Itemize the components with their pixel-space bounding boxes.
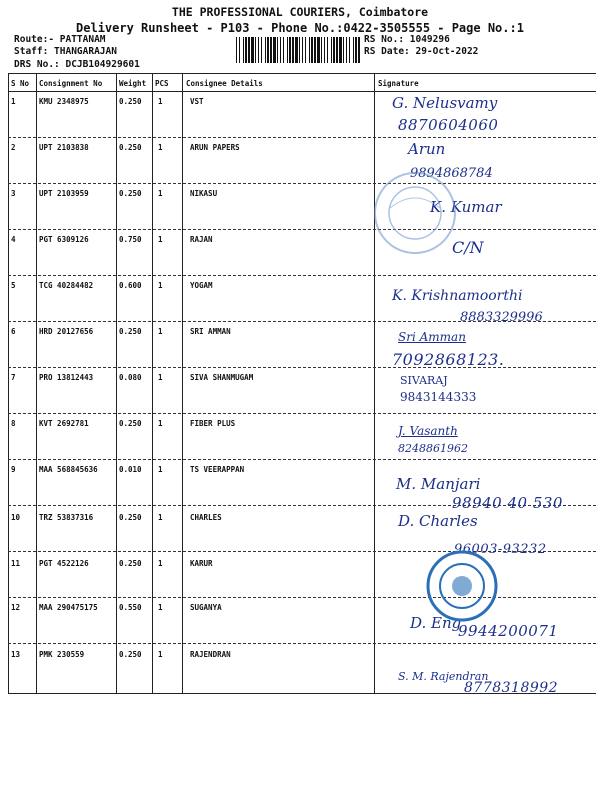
- row-sno: 9: [11, 465, 16, 474]
- barcode-bar: [299, 37, 300, 63]
- signature-text: SIVARAJ: [400, 374, 448, 387]
- barcode-bar: [277, 37, 278, 63]
- signature-text: J. Vasanth: [398, 424, 458, 438]
- row-pcs: 1: [158, 189, 163, 198]
- signature-text: Arun: [408, 140, 446, 158]
- signature-text: S. M. Rajendran: [398, 670, 489, 683]
- barcode-bar: [270, 37, 272, 63]
- barcode-bar: [311, 37, 313, 63]
- barcode-bar: [349, 37, 350, 63]
- row-sno: 1: [11, 97, 16, 106]
- row-weight: 0.600: [119, 281, 142, 290]
- row-weight: 0.250: [119, 419, 142, 428]
- barcode-bar: [255, 37, 256, 63]
- row-consignee: CHARLES: [190, 513, 222, 522]
- row-sno: 6: [11, 327, 16, 336]
- route-label: Route:- PATTANAM: [14, 34, 106, 45]
- row-weight: 0.250: [119, 650, 142, 659]
- row-consignment: HRD 20127656: [39, 327, 94, 336]
- row-consignment: PGT 6309126: [39, 235, 89, 244]
- barcode-bar: [305, 37, 306, 63]
- barcode-bar: [317, 37, 320, 63]
- barcode-bar: [314, 37, 316, 63]
- barcode-bar: [239, 37, 240, 63]
- signature-text: Sri Amman: [398, 330, 466, 344]
- barcode-bar: [309, 37, 310, 63]
- barcode-bar: [248, 37, 250, 63]
- barcode-bar: [258, 37, 259, 63]
- row-consignee: RAJENDRAN: [190, 650, 231, 659]
- barcode-image: [236, 37, 360, 63]
- row-divider: [8, 367, 596, 368]
- row-divider: [8, 459, 596, 460]
- table-left-border: [8, 73, 9, 693]
- row-consignment: MAA 568845636: [39, 465, 98, 474]
- barcode-bar: [283, 37, 284, 63]
- signature-phone: 8778318992: [464, 680, 559, 696]
- row-consignment: TCG 40284482: [39, 281, 94, 290]
- row-sno: 5: [11, 281, 16, 290]
- barcode-bar: [353, 37, 354, 63]
- row-sno: 11: [11, 559, 21, 568]
- rs-number: RS No.: 1049296: [364, 34, 450, 45]
- row-consignment: UPT 2103959: [39, 189, 89, 198]
- row-divider: [8, 229, 596, 230]
- signature-text: K. Krishnamoorthi: [392, 288, 523, 304]
- row-weight: 0.010: [119, 465, 142, 474]
- row-consignment: KVT 2692781: [39, 419, 89, 428]
- col-header-weight: Weight: [119, 79, 147, 88]
- row-consignment: UPT 2103838: [39, 143, 89, 152]
- signature-phone: 98940 40 530: [452, 494, 563, 512]
- row-pcs: 1: [158, 559, 163, 568]
- signature-phone: 7092868123.: [392, 350, 505, 369]
- signature-phone: 9894868784: [410, 166, 493, 181]
- row-consignee: FIBER PLUS: [190, 419, 236, 428]
- barcode-bar: [324, 37, 325, 63]
- signature-phone: 8248861962: [398, 442, 468, 455]
- row-pcs: 1: [158, 373, 163, 382]
- signature-text: K. Kumar: [430, 198, 502, 216]
- row-weight: 0.550: [119, 603, 142, 612]
- barcode-bar: [336, 37, 338, 63]
- row-divider: [8, 413, 596, 414]
- barcode-bar: [343, 37, 344, 63]
- barcode-bar: [251, 37, 254, 63]
- runsheet-subtitle: Delivery Runsheet - P103 - Phone No.:0422-3505555 - Page No.:1: [76, 21, 524, 35]
- row-weight: 0.080: [119, 373, 142, 382]
- col-divider: [116, 73, 117, 693]
- barcode-bar: [358, 37, 360, 63]
- row-weight: 0.250: [119, 97, 142, 106]
- barcode-bar: [327, 37, 328, 63]
- col-header-consignee: Consignee Details: [186, 79, 263, 88]
- barcode-bar: [355, 37, 357, 63]
- row-consignee: SRI AMMAN: [190, 327, 231, 336]
- barcode-bar: [267, 37, 269, 63]
- barcode-bar: [236, 37, 237, 63]
- barcode-bar: [346, 37, 347, 63]
- signature-text: G. Nelusvamy: [392, 94, 498, 112]
- row-consignment: PGT 4522126: [39, 559, 89, 568]
- row-consignee: RAJAN: [190, 235, 213, 244]
- barcode-bar: [243, 37, 244, 63]
- row-consignee: NIKASU: [190, 189, 218, 198]
- drs-number: DRS No.: DCJB104929601: [14, 59, 140, 70]
- barcode-bar: [280, 37, 281, 63]
- barcode-bar: [265, 37, 266, 63]
- row-divider: [8, 597, 596, 598]
- table-top-rule: [8, 73, 596, 74]
- row-consignee: YOGAM: [190, 281, 213, 290]
- row-consignment: TRZ 53837316: [39, 513, 94, 522]
- company-title: THE PROFESSIONAL COURIERS, Coimbatore: [171, 5, 429, 19]
- col-header-consignment: Consignment No: [39, 79, 103, 88]
- row-sno: 13: [11, 650, 21, 659]
- row-sno: 7: [11, 373, 16, 382]
- company-stamp-image: [424, 548, 500, 624]
- row-sno: 3: [11, 189, 16, 198]
- row-sno: 12: [11, 603, 21, 612]
- row-consignee: ARUN PAPERS: [190, 143, 240, 152]
- row-consignee: SUGANYA: [190, 603, 222, 612]
- row-weight: 0.250: [119, 327, 142, 336]
- row-divider: [8, 275, 596, 276]
- row-consignment: PRO 13812443: [39, 373, 94, 382]
- row-sno: 10: [11, 513, 21, 522]
- col-divider: [182, 73, 183, 693]
- row-consignee: TS VEERAPPAN: [190, 465, 245, 474]
- col-header-signature: Signature: [378, 79, 419, 88]
- col-divider: [374, 73, 375, 693]
- barcode-bar: [333, 37, 335, 63]
- col-divider: [36, 73, 37, 693]
- row-consignment: MAA 290475175: [39, 603, 98, 612]
- signature-phone: 9944200071: [458, 622, 559, 640]
- row-consignee: KARUR: [190, 559, 213, 568]
- row-pcs: 1: [158, 465, 163, 474]
- signature-phone: 96003-93232: [454, 542, 547, 557]
- rs-date: RS Date: 29-Oct-2022: [364, 46, 479, 57]
- row-sno: 4: [11, 235, 16, 244]
- row-divider: [8, 643, 596, 644]
- row-pcs: 1: [158, 419, 163, 428]
- barcode-bar: [287, 37, 288, 63]
- barcode-bar: [292, 37, 294, 63]
- row-weight: 0.250: [119, 143, 142, 152]
- row-pcs: 1: [158, 281, 163, 290]
- signature-phone: 9843144333: [400, 390, 477, 404]
- barcode-bar: [245, 37, 247, 63]
- row-pcs: 1: [158, 603, 163, 612]
- barcode-bar: [295, 37, 298, 63]
- signature-phone: 8870604060: [398, 116, 499, 134]
- row-pcs: 1: [158, 513, 163, 522]
- row-consignment: KMU 2348975: [39, 97, 89, 106]
- col-header-pcs: PCS: [155, 79, 169, 88]
- row-divider: [8, 183, 596, 184]
- barcode-bar: [331, 37, 332, 63]
- row-weight: 0.250: [119, 189, 142, 198]
- barcode-bar: [289, 37, 291, 63]
- barcode-bar: [273, 37, 276, 63]
- row-pcs: 1: [158, 327, 163, 336]
- signature-text: D. Charles: [398, 512, 478, 530]
- signature-text: M. Manjari: [396, 475, 481, 493]
- row-sno: 8: [11, 419, 16, 428]
- row-divider: [8, 137, 596, 138]
- signature-text: D. Eng: [410, 614, 462, 632]
- row-weight: 0.750: [119, 235, 142, 244]
- signature-text: C/N: [452, 238, 484, 257]
- col-header-sno: S No: [11, 79, 30, 88]
- row-pcs: 1: [158, 235, 163, 244]
- barcode-bar: [321, 37, 322, 63]
- signature-phone: 8883329996: [460, 310, 543, 325]
- row-consignment: PMK 230559: [39, 650, 85, 659]
- row-weight: 0.250: [119, 559, 142, 568]
- row-pcs: 1: [158, 650, 163, 659]
- barcode-bar: [339, 37, 342, 63]
- table-header-rule: [8, 91, 596, 92]
- row-sno: 2: [11, 143, 16, 152]
- col-divider: [152, 73, 153, 693]
- row-pcs: 1: [158, 97, 163, 106]
- barcode-bar: [302, 37, 303, 63]
- row-weight: 0.250: [119, 513, 142, 522]
- barcode-bar: [261, 37, 262, 63]
- row-consignee: SIVA SHANMUGAM: [190, 373, 254, 382]
- company-stamp-image: [370, 168, 460, 258]
- staff-label: Staff: THANGARAJAN: [14, 46, 117, 57]
- row-consignee: VST: [190, 97, 204, 106]
- row-pcs: 1: [158, 143, 163, 152]
